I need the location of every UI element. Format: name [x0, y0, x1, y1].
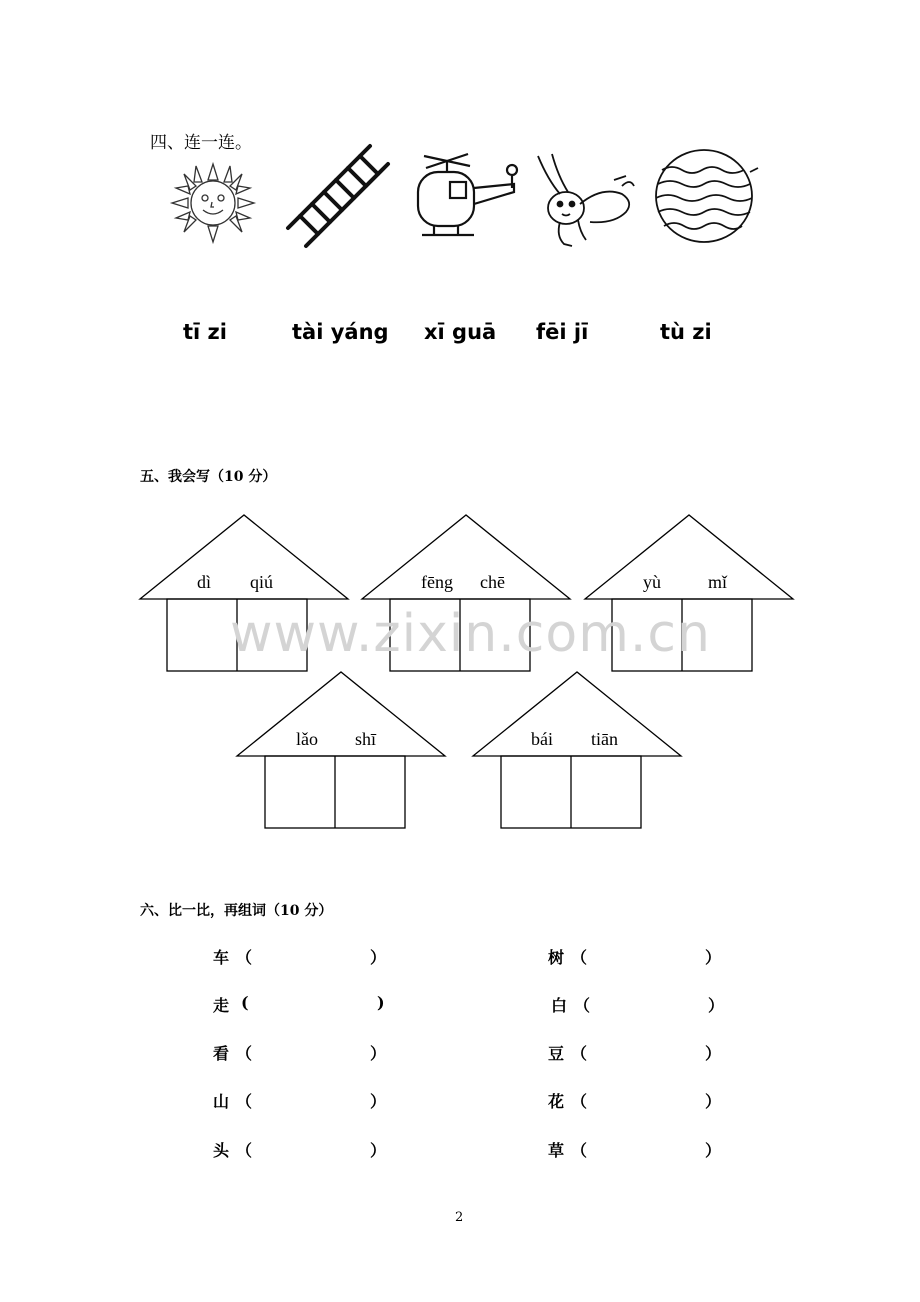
house-pinyin-right: mǐ [708, 572, 728, 592]
writing-box[interactable] [502, 757, 570, 827]
word-char: 走 [213, 996, 230, 1015]
open-paren: （ [571, 1092, 588, 1111]
answer-blank[interactable] [591, 1038, 701, 1062]
answer-blank[interactable] [594, 990, 704, 1014]
close-paren: ） [370, 1044, 387, 1063]
close-paren: ) [377, 993, 385, 1012]
house-pinyin-right: shī [355, 729, 377, 749]
answer-blank[interactable] [591, 942, 701, 966]
word-char: 树 [548, 948, 565, 967]
close-paren: ） [705, 1141, 722, 1160]
rabbit-icon [530, 150, 640, 252]
pinyin-label: tài yáng [292, 320, 389, 344]
page-number: 2 [455, 1210, 464, 1225]
word-char: 看 [213, 1044, 230, 1063]
word-char: 车 [213, 948, 230, 967]
answer-blank[interactable] [591, 1135, 701, 1159]
ladder-icon [284, 142, 394, 252]
house-pinyin-right: chē [480, 572, 505, 592]
pinyin-label: fēi jī [536, 320, 589, 344]
house-pinyin-right: tiān [591, 729, 618, 749]
open-paren: （ [236, 1044, 253, 1063]
house-pinyin-left: lǎo [296, 729, 318, 749]
writing-box[interactable] [572, 757, 640, 827]
close-paren: ） [370, 1141, 387, 1160]
sun-icon [168, 160, 258, 246]
house-pinyin-left: bái [531, 729, 553, 749]
close-paren: ） [705, 1044, 722, 1063]
house-pinyin-left: yù [643, 572, 661, 592]
open-paren: （ [236, 948, 253, 967]
section6-title: 六、比一比，再组词（10 分） [140, 903, 333, 919]
open-paren: （ [571, 1044, 588, 1063]
word-char: 花 [548, 1092, 565, 1111]
word-char: 草 [548, 1141, 565, 1160]
answer-blank[interactable] [591, 1086, 701, 1110]
close-paren: ） [708, 996, 725, 1015]
answer-blank[interactable] [256, 1086, 366, 1110]
house-pinyin-left: dì [197, 572, 212, 592]
close-paren: ） [370, 948, 387, 967]
section4-title: 四、连一连。 [150, 133, 252, 153]
writing-box[interactable] [168, 600, 236, 670]
word-char: 山 [213, 1092, 230, 1111]
open-paren: （ [571, 948, 588, 967]
answer-blank[interactable] [256, 990, 366, 1014]
open-paren: （ [571, 1141, 588, 1160]
answer-blank[interactable] [256, 1135, 366, 1159]
close-paren: ） [705, 1092, 722, 1111]
writing-box[interactable] [266, 757, 334, 827]
word-char: 头 [213, 1141, 230, 1160]
writing-box[interactable] [336, 757, 404, 827]
word-char: 白 [551, 996, 568, 1015]
watermark: www.zixin.com.cn [230, 604, 711, 664]
close-paren: ） [705, 948, 722, 967]
watermelon-icon [652, 146, 764, 246]
pinyin-label: tù zi [660, 320, 712, 344]
answer-blank[interactable] [256, 942, 366, 966]
helicopter-icon [410, 148, 520, 240]
house-pinyin-right: qiú [250, 572, 274, 592]
pinyin-label: xī guā [424, 320, 497, 344]
answer-blank[interactable] [256, 1038, 366, 1062]
house-pinyin-left: fēng [421, 572, 453, 592]
pinyin-label: tī zi [183, 320, 227, 344]
section5-title: 五、我会写（10 分） [140, 469, 277, 485]
close-paren: ） [370, 1092, 387, 1111]
open-paren: （ [574, 996, 591, 1015]
word-char: 豆 [548, 1044, 565, 1063]
open-paren: ( [241, 993, 249, 1012]
open-paren: （ [236, 1141, 253, 1160]
open-paren: （ [236, 1092, 253, 1111]
